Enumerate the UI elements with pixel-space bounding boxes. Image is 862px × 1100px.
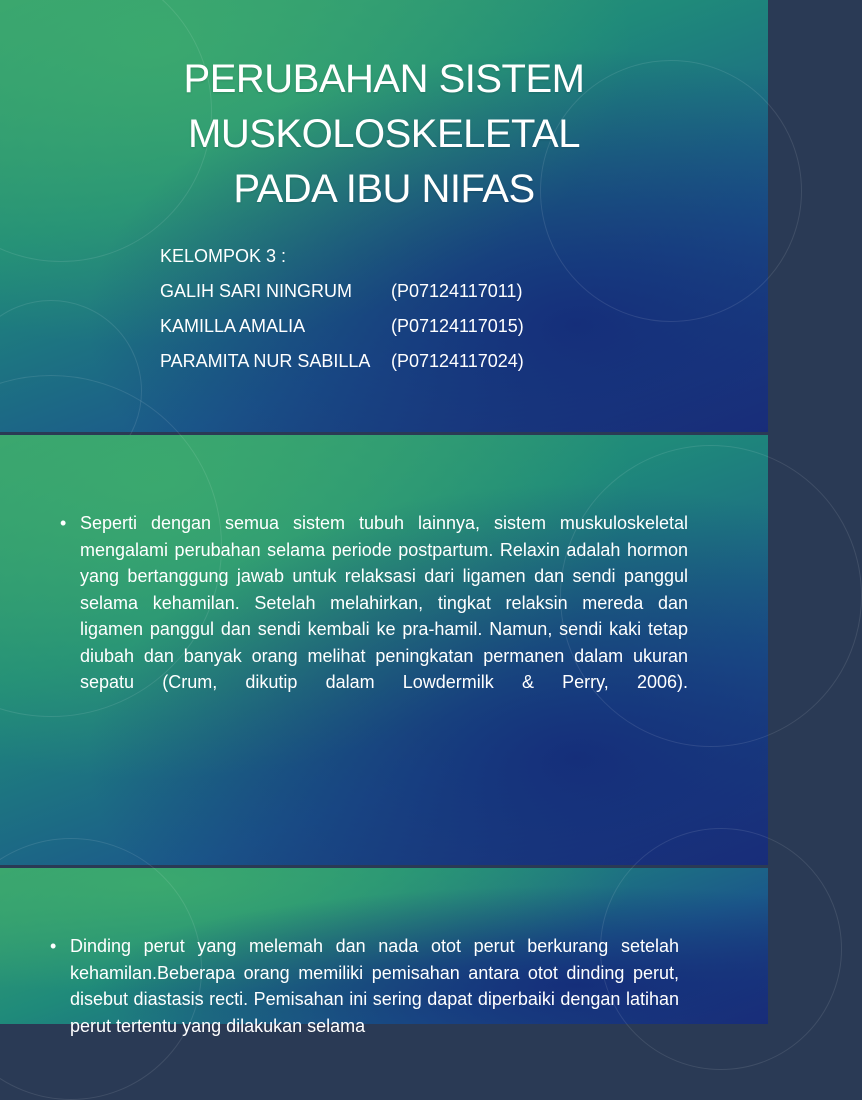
member-id: (P07124117011) [391, 281, 523, 301]
slide-content-1 [0, 435, 768, 865]
bullet-icon: • [50, 936, 57, 956]
member-row [160, 347, 524, 382]
title-line-1: PERUBAHAN SISTEM [183, 57, 585, 101]
member-row [160, 277, 524, 312]
bullet-icon: • [60, 513, 67, 533]
slide-content-2 [0, 868, 768, 1036]
bullet-paragraph [50, 933, 679, 1039]
member-name: PARAMITA NUR SABILLA [160, 351, 371, 371]
slide-heading [0, 52, 768, 217]
member-row [160, 312, 524, 347]
title-line-2: MUSKOLOSKELETAL [188, 112, 580, 156]
bullet-paragraph [60, 510, 688, 696]
member-id: (P07124117024) [391, 351, 524, 371]
member-name: GALIH SARI NINGRUM [160, 281, 353, 301]
member-name: KAMILLA AMALIA [160, 316, 306, 336]
paragraph-text: Seperti dengan semua sistem tubuh lainnya, sistem muskuloskeletal mengalami perubahan selama periode postpartum. Relaxin adalah hormon yang bertanggung jawab untuk relaksasi dari ligamen dan sendi panggul selama kehamilan. Setelah melahirkan, tingkat relaksin mereda dan ligamen panggul dan sendi kembali ke pra-hamil. Namun, sendi kaki tetap diubah dan banyak orang melihat peningkatan permanen dalam ukuran sepatu (Crum, dikutip dalam Lowdermilk & Perry, 2006). [80, 513, 688, 692]
member-id: (P07124117015) [391, 316, 524, 336]
group-label: KELOMPOK 3 : [160, 246, 287, 266]
title-line-3: PADA IBU NIFAS [233, 167, 535, 211]
paragraph-text: Dinding perut yang melemah dan nada otot perut berkurang setelah kehamilan.Beberapa orang memiliki pemisahan antara otot dinding perut, disebut diastasis recti. Pemisahan ini sering dapat diperbaiki dengan latihan perut tertentu yang dilakukan selama [70, 936, 679, 1036]
group-members [160, 242, 524, 382]
slide-title [0, 0, 768, 432]
